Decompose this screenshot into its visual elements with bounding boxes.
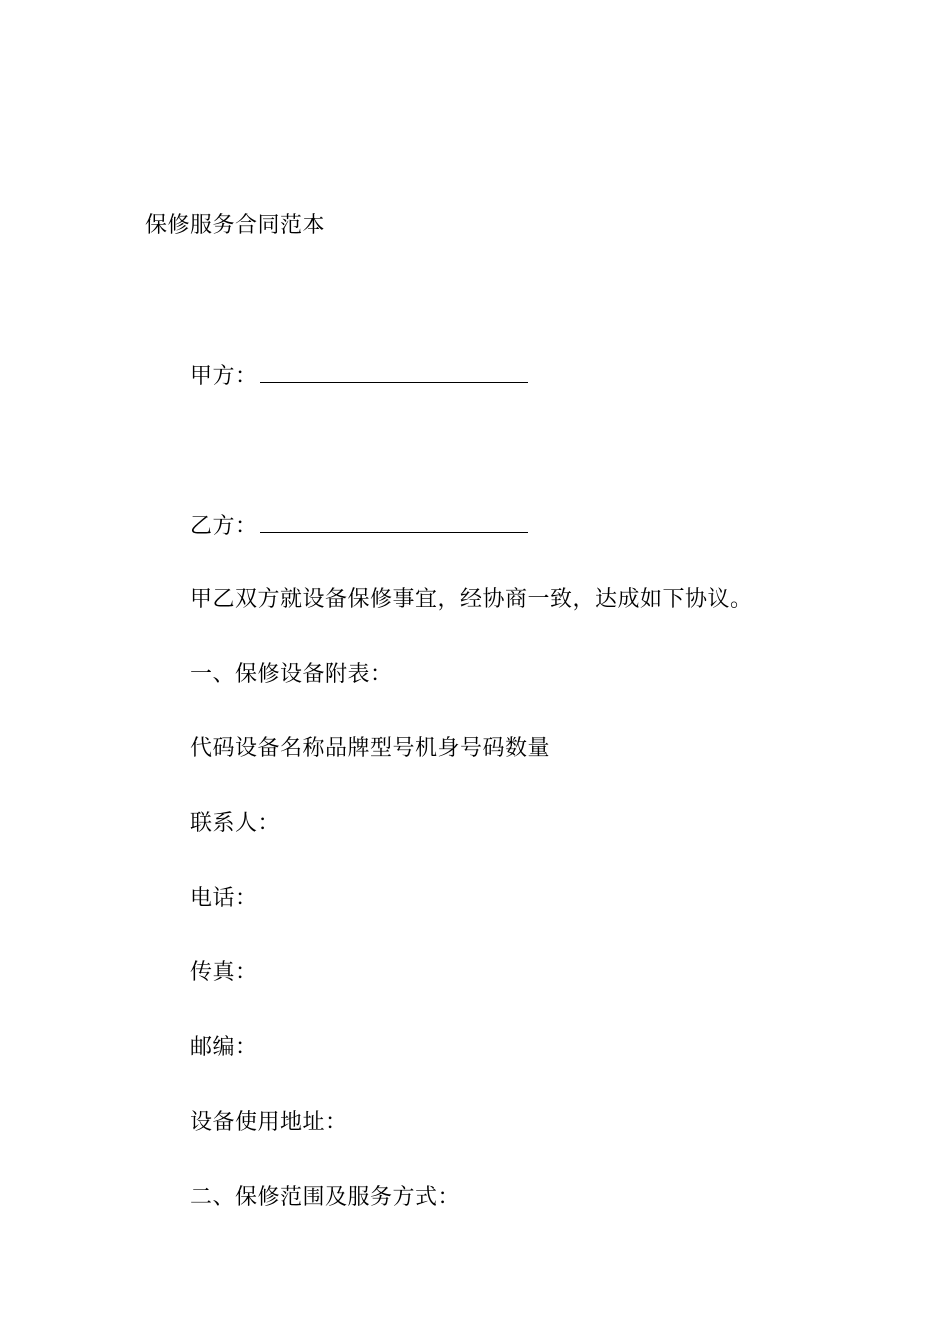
phone-label: 电话： (190, 886, 258, 911)
section2-heading: 二、保修范围及服务方式： (190, 1185, 461, 1210)
fax-label: 传真： (190, 960, 258, 985)
address-label: 设备使用地址： (190, 1110, 348, 1135)
party-a-label: 甲方： (190, 364, 258, 389)
contact-label: 联系人： (190, 811, 281, 836)
intro-paragraph: 甲乙双方就设备保修事宜，经协商一致，达成如下协议。 (190, 587, 753, 612)
postcode-label: 邮编： (190, 1035, 258, 1060)
party-b-blank (260, 510, 528, 533)
party-a-blank (260, 360, 528, 383)
party-b-label: 乙方： (190, 514, 258, 539)
equipment-table-header: 代码设备名称品牌型号机身号码数量 (190, 736, 551, 761)
section1-heading: 一、保修设备附表： (190, 662, 393, 687)
party-b-line (190, 510, 528, 542)
party-a-line (190, 360, 528, 392)
document-title: 保修服务合同范本 (145, 213, 326, 238)
